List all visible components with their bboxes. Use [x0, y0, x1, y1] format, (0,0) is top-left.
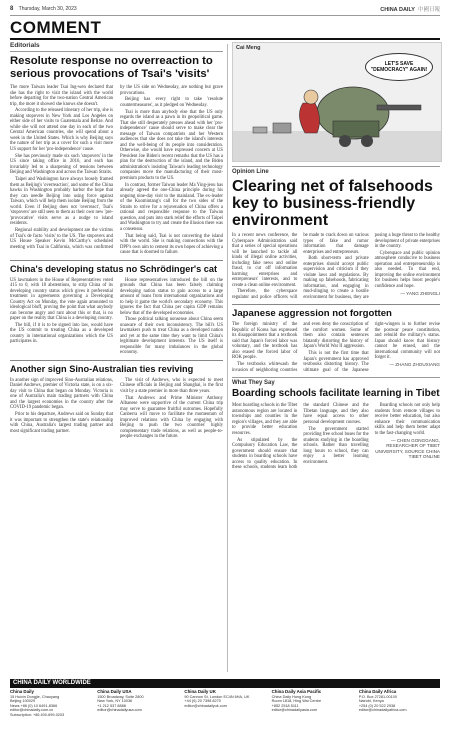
editorial-2-headline: China's developing status no Schrödinger's cat [10, 260, 223, 275]
footer-col [272, 690, 353, 742]
opinion-2-body [232, 322, 440, 373]
footer-col-head: China Daily UK [184, 689, 216, 694]
footer-col [184, 690, 265, 742]
issue-date: Thursday, March 30, 2023 [18, 6, 77, 12]
footer-col-head: China Daily Asia Pacific [271, 689, 322, 694]
paragraph: US lawmakers in the House of Representatives voted 415 to 0, with 18 abstentions, to strip China of its developing country status which gives it preferential treatment in agreements governing a Developing Country Act on Monday, the vote again amounted to ideological bluff, proving the point that what anybody can become angry and rant about this or that, is no paper on the reality that China is a developing country. [10, 277, 113, 322]
paragraph: The government started providing free school buses for the students studying in the boarding schools. Rather than travelling long hours to school, they can enjoy a better learning environment. [303, 426, 369, 465]
paragraph: That Andrews and Prime Minister Anthony Albanese were supportive of the current China trip may serve to guarantee fruitful outcomes. Hopefully Canberra will move to facilitate the momentum of improved relations with China by engaging with Beijing to push the two countries' highly complementary trade relations, as well as people-to-people exchanges in the future. [120, 395, 223, 440]
editorial-2-body [10, 278, 223, 356]
footer-line: +1 212 537 8888 [97, 703, 126, 708]
footer-col-head: China Daily [10, 689, 34, 694]
paragraph: The bill, if it is to be signed into law, would have the US commit to treating China as a developed country in international organizations which the US participates in. [10, 322, 113, 345]
paragraph: Boarding schools not only help students from remote villages to receive better education, but also enhance their communication skills and help them better adapt to the fast-changing world. [374, 403, 440, 436]
footer-line: Nairobi, Kenya [358, 699, 384, 704]
paragraph: Prior to his departure, Andrews said on Sunday that it was important to strengthen the state's relationship with China, Australia's largest trading partner and most significant trading partner. [10, 412, 113, 434]
paragraph: She has previously made six such 'stopovers' in the US since taking office in 2016, and each has invariably led to a sharpening of tensions between Beijing and Washington and across the Taiwan Straits. [10, 153, 113, 176]
footer-line: Subscription: +86 400-699-0203 [10, 712, 65, 717]
footer-line: 90 Cannon St, London EC4N 6HA, UK [184, 694, 250, 699]
footer-line: New York, NY 10036 [97, 699, 133, 704]
top-rule [10, 15, 440, 16]
paragraph: The foreign ministry of the Republic of Korea has expressed its disappointment that a textbook said that Japan's forced labor was voluntary, and the textbook has also erased the forced labor of ROK people. [232, 322, 298, 361]
paragraph: As stipulated by the Compulsory Education Law, the government should ensure that students in boarding schools have access to quality education. In these schools, students learn both the standard Chinese and the Tibetan language, and they also have equal access to other personal development courses. [232, 403, 369, 471]
footer-line: +44 (0) 20 7398 8270 [184, 699, 221, 704]
editorial-1-headline: Resolute response no overreaction to serious provocations of Tsai's 'visits' [10, 55, 213, 80]
paragraph: That being said, Tsai is not converting the island with the world. She is making connections with the DPP's own aim to cement its own hopes of achieving a cause that is doomed to failure. [120, 233, 223, 256]
masthead-brand [380, 5, 440, 13]
footer-line: China Daily Hong Kong [271, 694, 312, 699]
footer-contacts [10, 690, 440, 742]
paragraph: Those political talking nonsense about China seem unaware of their own inconsistency. The bill's US lawmakers push to treat China as a developed nation and yet at the same time they want to limit China's legitimate development interests. The US itself is responsible for many imbalances in the global economy. [120, 317, 223, 356]
paragraph: Therefore, the cyberspace regulator and police officers will be made to crack down on various types of fake and rumor information that damage enterprises and entrepreneurs. [232, 233, 369, 300]
section-title: COMMENT [10, 18, 102, 37]
footer-line: 1500 Broadway, Suite 2800 [97, 694, 144, 699]
paragraph: Cyberspace and public opinion atmosphere conducive to business operation and entrepreneurship is also needed. To that end, improving the online environment for business helps boost people's confidence and hope. [374, 250, 440, 289]
footer-col [359, 690, 440, 742]
footer-col-head: China Daily USA [97, 689, 132, 694]
paragraph: This is not the first time that Japan's government has approved textbooks distorting history. The ultimate goal of the Japanese right-wingers is to further revise the postwar peace constitution, and rebuild the military's status. Japan should know that history cannot be erased, and the international community will not forget it. [303, 322, 440, 373]
footer-line: editor@chinadailyafrica.com [358, 708, 407, 713]
what-they-say-byline: — CHEN GONGGANG, RESEARCHER OF TIBET UNIVERSITY, SOURCE CHINA TIBET ONLINE [375, 437, 440, 460]
footer-line: P.O. Box 27281-00100 [358, 694, 397, 699]
editorials-column [10, 42, 223, 674]
paragraph: In another sign of improved Sino-Australian relations, Daniel Andrews, premier of Victoria state, is on a six-day visit to China that began on Monday. Victoria is one of Australia's main trading partners with China and the largest economies in the country after the COVID-19 pandemic began. [10, 377, 113, 411]
paragraph: Taipei and Washington have always loosely framed them as Beijing's 'overreaction', and some of the China hawks in Washington probably harbor the hope that they can needle Beijing into using force against Taiwan, which will help them isolate Beijing from the world. Even if Beijing does not 'overreact', Tsai's 'stopovers' are still seen to them as their own new 'pre-'provocative' visits serve as a nudge to island residents. [10, 177, 113, 227]
footer-line: editor@chinadailyuk.com [184, 703, 227, 708]
paragraph: Most boarding schools in the Tibet autonomous region are located in townships and counties in the region's villages, and they are able to provide better education resources. [232, 403, 298, 436]
footer-col [10, 690, 91, 742]
paragraph: In a recent news conference, the Cyberspace Administration said that a series of special operations will be launched to tackle all kinds of illegal online activities, including fake news and online fraud, to cut off information harming enterprises and entrepreneurs' interests, and to create a clean online environment. [232, 233, 298, 288]
paragraph: Regional stability and development are the victims of Tsai's de facto 'visits' to the US. The stopovers and US House Speaker Kevin McCarthy's scheduled meeting with Tsai in California, which was confirmed by the US side on Wednesday, are nothing but grave provocations. [10, 85, 223, 250]
paragraph: The visit of Andrews, who is expected to meet Chinese officials in Beijing and Shanghai, is the first visit by a state premier in more than three years. [120, 377, 223, 394]
top-strip [10, 4, 440, 14]
footer-line: Beijing 100029 [10, 699, 36, 704]
opinion-line-tag: Opinion Line [232, 166, 440, 175]
footer-line: +254 (0) 20 522 2938 [358, 703, 396, 708]
opinion-2-headline: Japanese aggression not forgotten [232, 304, 440, 319]
footer-col [97, 690, 178, 742]
what-they-say-headline: Boarding schools facilitate learning in Tibet [232, 388, 440, 400]
paragraph: The textbooks whitewash the invasion of neighboring countries and even deny the conscription of the comfort women. Some of them also contain sentences blatantly distorting the history of Japan's World War II aggression. [232, 322, 369, 373]
paragraph: According to the released itinerary of her trip, she is making stopovers in New York and Los Angeles on either side of her visits to Guatemala and Belize. And while she will not attend one day in each of the two Central American countries, she will spend about a week in the United States. Which is why Beijing says the nature of her trip as a cover for such a visit more US support for her 'pro-independence' cause. [10, 108, 113, 152]
footer-line: News +86 (0) 10 6491-8366 [10, 703, 58, 708]
cartoon-credit: Cai Meng [236, 45, 261, 51]
footer-col-head: China Daily Africa [358, 689, 397, 694]
opinion-byline: — YANG ZHENGLI [400, 290, 440, 296]
paragraph: The more Taiwan leader Tsai Ing-wen declared that she has the right to visit the island with the world before departing for the two-nation Central American trip, the more it showed she knows she doesn't. [10, 85, 113, 107]
editorial-cartoon [232, 42, 442, 162]
editorial-3-body [10, 378, 223, 440]
opinion-column [232, 42, 440, 674]
opinion-2-byline: — ZHANG ZHOUXIANG [389, 362, 440, 368]
paragraph: House representatives introduced the bill on the grounds that China has been falsely claiming developing nation status to gain access to a large amount of loans from international organizations and to help it game the world's secondary economy. This ignores the fact that China per capita GDP remains below that of the developed economies. [120, 277, 223, 316]
what-they-say-tag: What They Say [232, 377, 440, 386]
footer-line: editor@chinadailyusa.com [97, 708, 142, 713]
footer-line: editor@chinadailyasia.com [271, 708, 318, 713]
paragraph: Both short-term and private enterprises should accept public supervision and criticism if they violate laws and regulations. By making up falsehoods, fabricating information, and engaging in mud-slinging to create a hostile environment for business, they are posing a huge threat to the healthy development of private enterprises in the country. [303, 233, 440, 300]
editorial-1-body [10, 85, 223, 256]
what-they-say-body [232, 403, 440, 470]
footer-title: CHINA DAILY WORLDWIDE [10, 679, 440, 688]
brand-name-cn: 中國日報 [417, 7, 440, 13]
paragraph: Beijing has every right to take 'resolute countermeasures', as it pledged on Wednesday. [120, 97, 223, 108]
page-info [10, 6, 77, 12]
paragraph: In contrast, former Taiwan leader Ma Ying-jeou has already agreed the one-China principle during his ongoing nine-day visit to the mainland. The ex-leader of the Kuomintang's call for the two sides of the Straits to strive for a rejuvenation of China offers a rational and responsible response to the Taiwan question, and puts into stark relief the efforts of Taipei and Washington to try and create the illusion there was a consensus. [120, 182, 223, 232]
section-rule [10, 38, 440, 40]
speech-bubble: LET'S SAVE "DEMOCRACY" AGAIN! [365, 53, 433, 81]
editorial-3-headline: Another sign Sino-Australian ties reviving [10, 360, 223, 375]
footer-line: +852 2518 5111 [271, 703, 299, 708]
page-number: 8 [10, 6, 14, 12]
opinion-body [232, 233, 440, 300]
brand-name: CHINA DAILY [380, 7, 415, 13]
footer-line: Room 1818, Hing Wai Centre [271, 699, 322, 704]
opinion-headline: Clearing net of falsehoods key to business-friendly environment [232, 178, 433, 229]
footer-line: 15 Huixin Dongjie, Chaoyang [10, 694, 60, 699]
paragraph: Tsai is more than anybody else that the US only regards the island as a pawn in its geopolitical game. That she still desperately presses ahead with her 'pro-independence' cause should serve to make clear the message of Taiwan compatriots and her Western audiences that she does not take the island's interests and the well-being of its people into consideration. Otherwise, she would have expressed concern at US President Joe Biden's recent remarks that the US has a plan for the destruction of the island, and the Biden administration's insisting Taiwan's leading technology companies move the manufacturing of their most-premium products to the US. [120, 109, 223, 181]
footer-line: editor@chinadaily.com.cn [10, 708, 54, 713]
column-divider [227, 44, 228, 672]
editorials-tag: Editorials [10, 42, 223, 52]
